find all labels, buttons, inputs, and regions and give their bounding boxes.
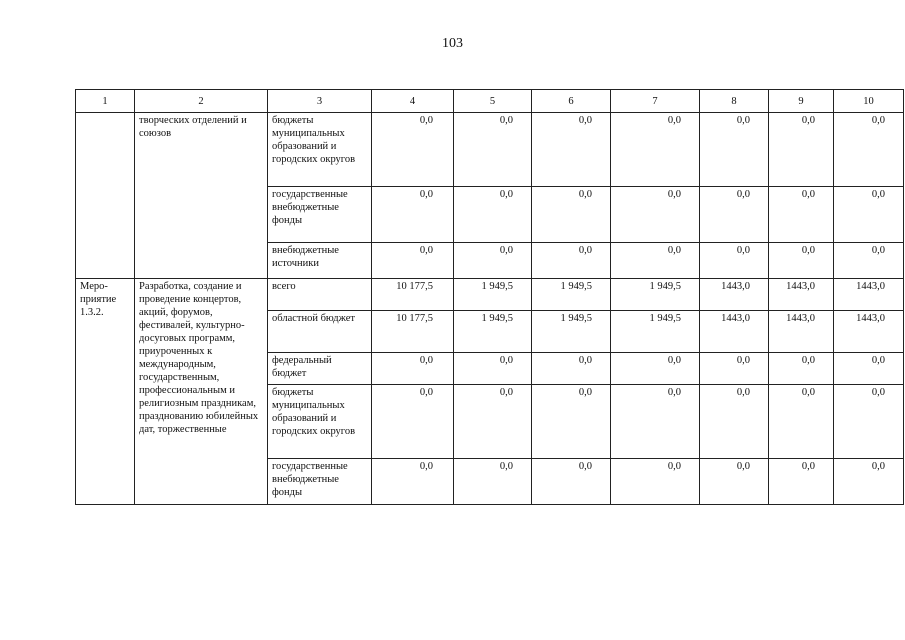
value-cell: 1443,0 xyxy=(700,279,769,311)
value-cell: 0,0 xyxy=(769,113,834,187)
value-cell: 0,0 xyxy=(700,385,769,459)
value-cell: 0,0 xyxy=(454,353,532,385)
column-header: 2 xyxy=(135,90,268,113)
column-header: 7 xyxy=(611,90,700,113)
column-header: 9 xyxy=(769,90,834,113)
value-cell: 0,0 xyxy=(769,243,834,279)
value-cell: 1 949,5 xyxy=(454,279,532,311)
funding-source-cell: бюджеты муниципальных образований и городских округов xyxy=(268,113,372,187)
value-cell: 0,0 xyxy=(769,385,834,459)
column-header: 5 xyxy=(454,90,532,113)
value-cell: 1443,0 xyxy=(700,311,769,353)
activity-code-cell: Меро- приятие 1.3.2. xyxy=(76,279,135,505)
value-cell: 0,0 xyxy=(700,113,769,187)
value-cell: 0,0 xyxy=(372,243,454,279)
value-cell: 1443,0 xyxy=(769,279,834,311)
value-cell: 1 949,5 xyxy=(454,311,532,353)
funding-source-cell: государственные внебюджетные фонды xyxy=(268,459,372,505)
value-cell: 0,0 xyxy=(700,187,769,243)
value-cell: 0,0 xyxy=(834,113,904,187)
value-cell: 0,0 xyxy=(372,353,454,385)
funding-table xyxy=(75,89,904,505)
value-cell: 0,0 xyxy=(454,243,532,279)
value-cell: 0,0 xyxy=(611,243,700,279)
value-cell: 0,0 xyxy=(454,459,532,505)
column-header: 6 xyxy=(532,90,611,113)
value-cell: 0,0 xyxy=(532,187,611,243)
column-header: 8 xyxy=(700,90,769,113)
value-cell: 0,0 xyxy=(372,385,454,459)
value-cell: 0,0 xyxy=(611,113,700,187)
activity-name-cell: творческих отделений и союзов xyxy=(135,113,268,279)
funding-source-cell: внебюджетные источники xyxy=(268,243,372,279)
funding-source-cell: бюджеты муниципальных образований и городских округов xyxy=(268,385,372,459)
header-row xyxy=(76,90,904,113)
value-cell: 0,0 xyxy=(532,243,611,279)
value-cell: 0,0 xyxy=(532,459,611,505)
page-number: 103 xyxy=(442,36,463,51)
column-header: 3 xyxy=(268,90,372,113)
value-cell: 0,0 xyxy=(769,459,834,505)
table-row xyxy=(76,113,904,187)
value-cell: 0,0 xyxy=(611,459,700,505)
activity-code-cell xyxy=(76,113,135,279)
value-cell: 0,0 xyxy=(454,113,532,187)
value-cell: 1443,0 xyxy=(769,311,834,353)
activity-name-cell: Разработка, создание и проведение концертов, акций, форумов, фестивалей, культурно-досуговых программ, приуроченных к международным, государственным, профессиональным и религиозным праздникам, празднованию юбилейных дат, торжественные xyxy=(135,279,268,505)
value-cell: 1 949,5 xyxy=(532,311,611,353)
value-cell: 0,0 xyxy=(454,187,532,243)
value-cell: 0,0 xyxy=(532,113,611,187)
value-cell: 0,0 xyxy=(834,459,904,505)
value-cell: 0,0 xyxy=(834,187,904,243)
value-cell: 1443,0 xyxy=(834,279,904,311)
value-cell: 1 949,5 xyxy=(611,279,700,311)
value-cell: 0,0 xyxy=(372,187,454,243)
funding-source-cell: федеральный бюджет xyxy=(268,353,372,385)
funding-source-cell: всего xyxy=(268,279,372,311)
value-cell: 0,0 xyxy=(769,353,834,385)
funding-source-cell: государственные внебюджетные фонды xyxy=(268,187,372,243)
value-cell: 0,0 xyxy=(532,385,611,459)
value-cell: 1 949,5 xyxy=(611,311,700,353)
value-cell: 0,0 xyxy=(372,459,454,505)
value-cell: 0,0 xyxy=(532,353,611,385)
funding-source-cell: областной бюджет xyxy=(268,311,372,353)
value-cell: 1 949,5 xyxy=(532,279,611,311)
column-header: 1 xyxy=(76,90,135,113)
value-cell: 0,0 xyxy=(834,243,904,279)
value-cell: 10 177,5 xyxy=(372,311,454,353)
value-cell: 0,0 xyxy=(372,113,454,187)
value-cell: 0,0 xyxy=(454,385,532,459)
value-cell: 0,0 xyxy=(611,385,700,459)
value-cell: 0,0 xyxy=(700,243,769,279)
table-row xyxy=(76,279,904,311)
value-cell: 0,0 xyxy=(611,353,700,385)
value-cell: 0,0 xyxy=(700,353,769,385)
value-cell: 0,0 xyxy=(769,187,834,243)
value-cell: 0,0 xyxy=(834,385,904,459)
column-header: 4 xyxy=(372,90,454,113)
value-cell: 1443,0 xyxy=(834,311,904,353)
value-cell: 0,0 xyxy=(834,353,904,385)
column-header: 10 xyxy=(834,90,904,113)
value-cell: 0,0 xyxy=(700,459,769,505)
value-cell: 0,0 xyxy=(611,187,700,243)
value-cell: 10 177,5 xyxy=(372,279,454,311)
